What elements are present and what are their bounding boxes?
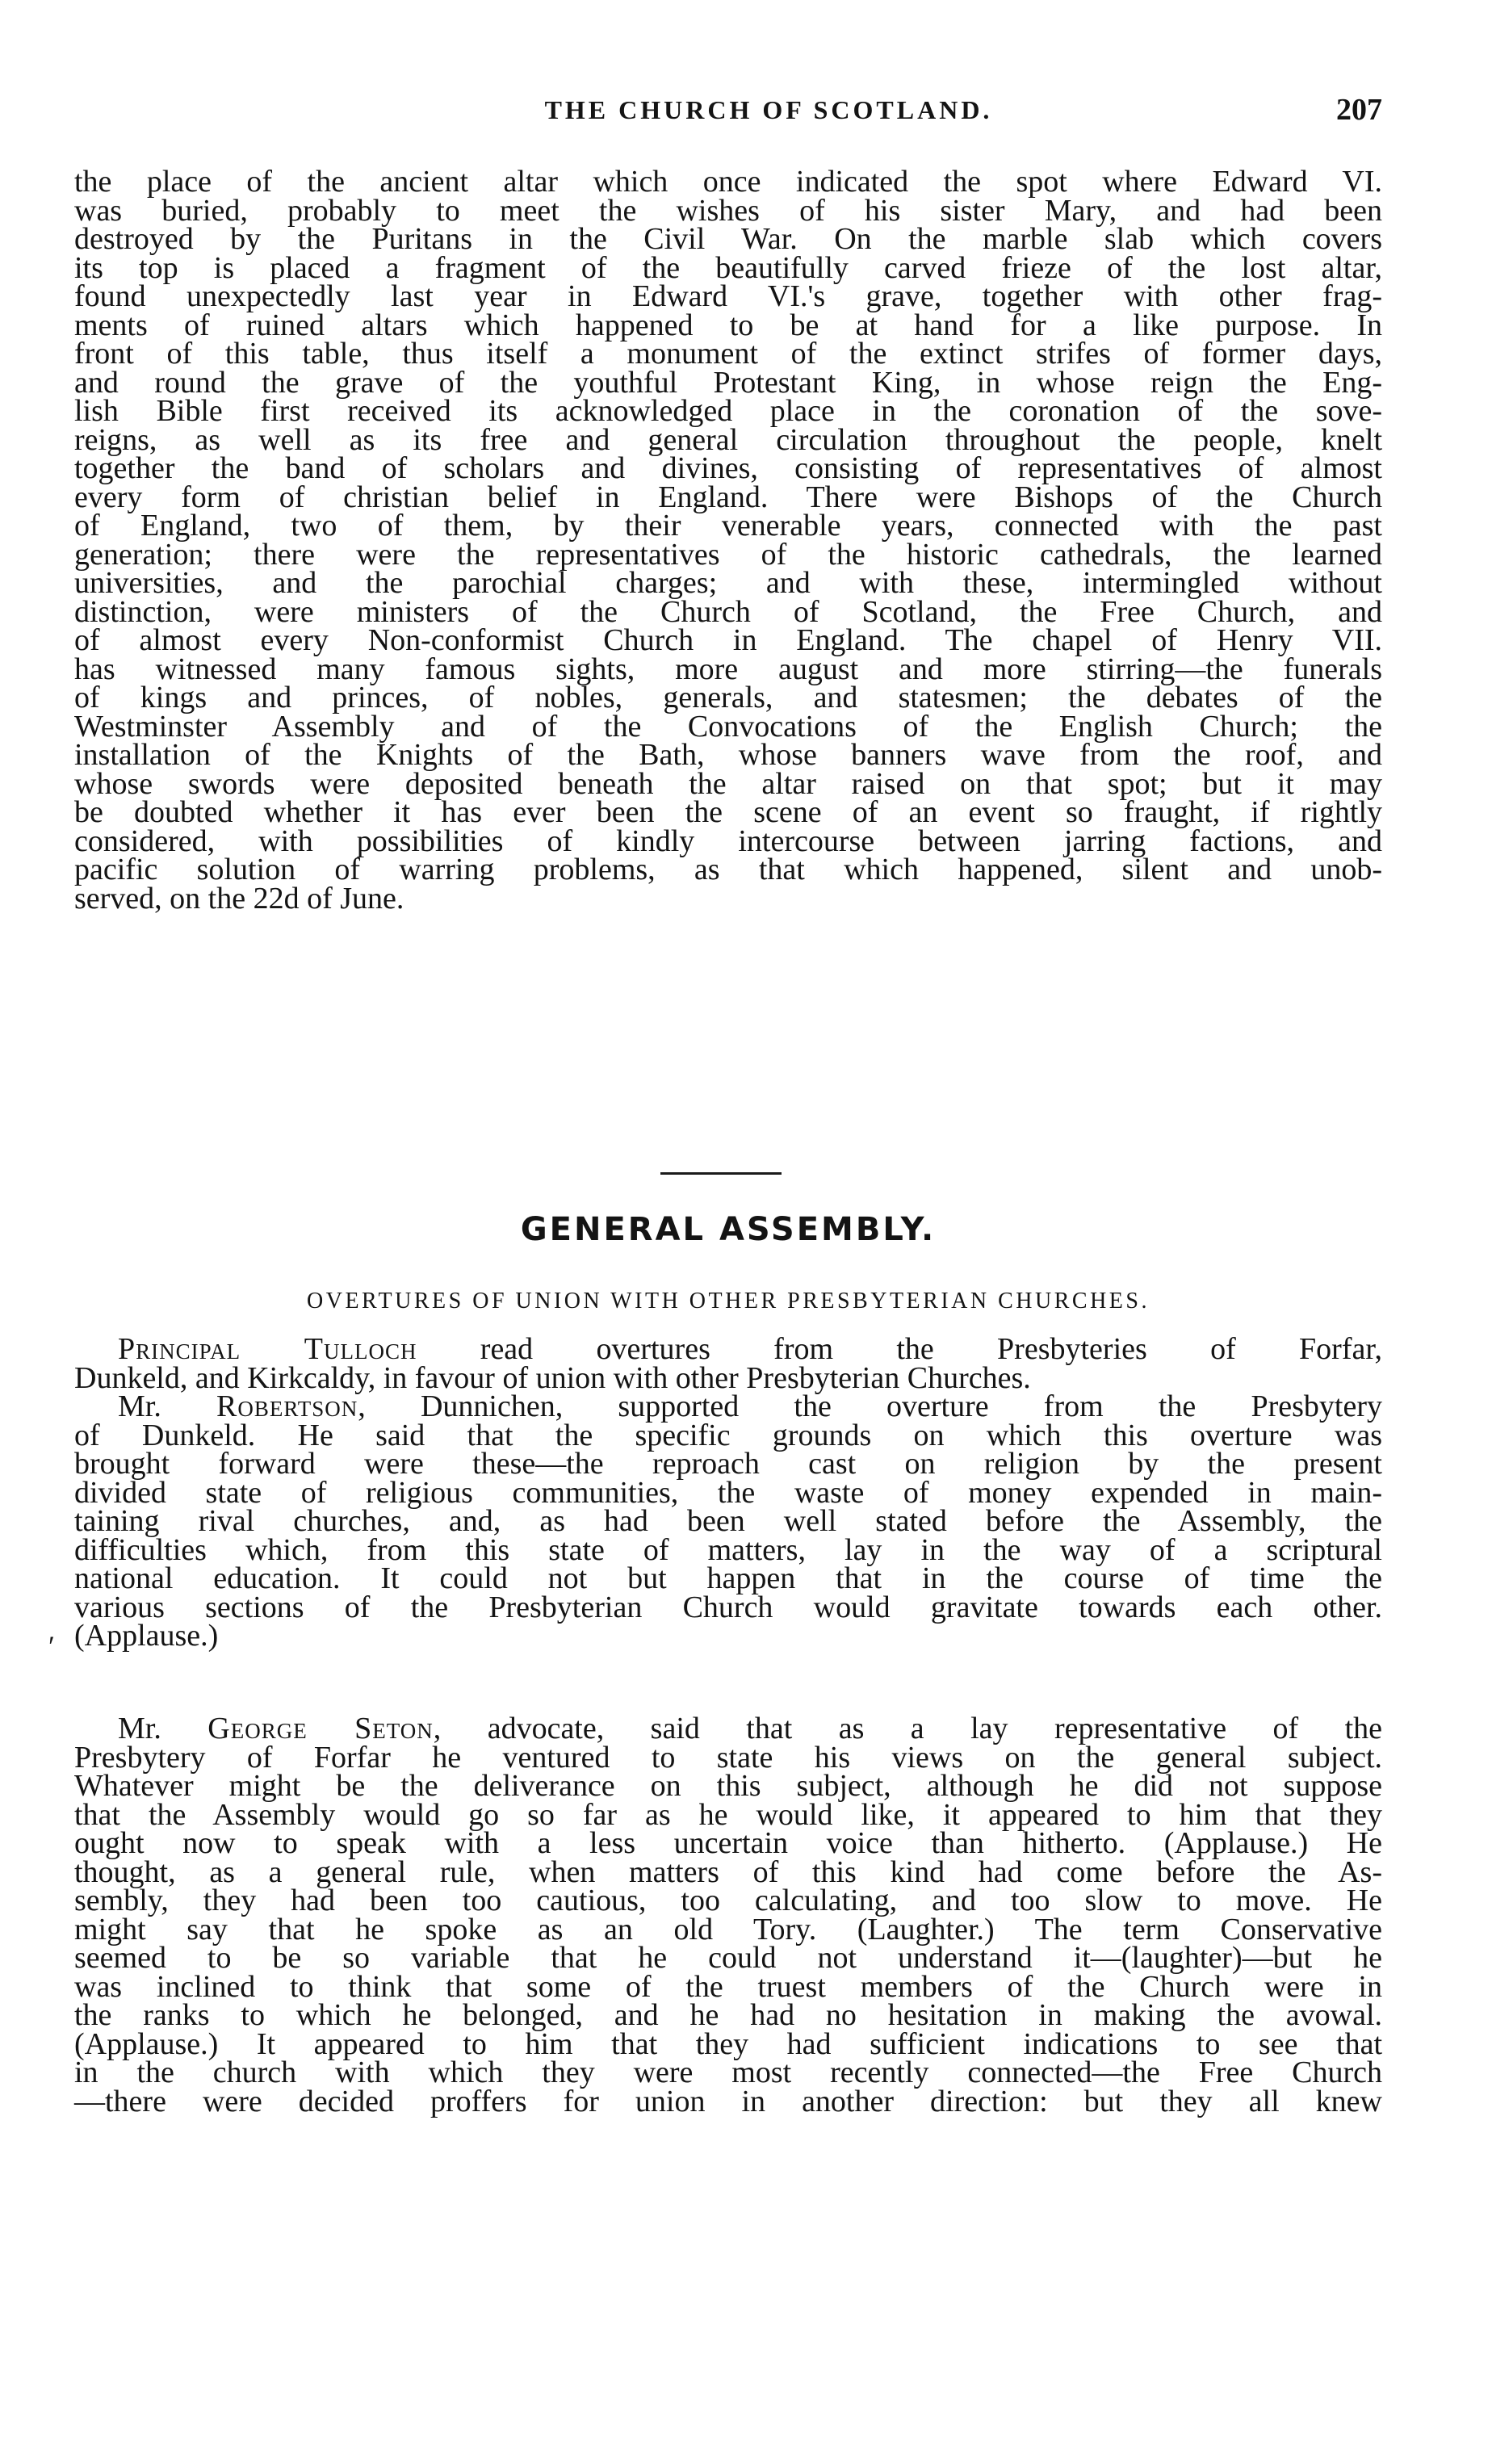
text-line: of Dunkeld. He said that the specific grounds on which this overture was bbox=[74, 1418, 1382, 1452]
text-line: has witnessed many famous sights, more august and more stirring—the funerals bbox=[74, 652, 1382, 686]
paragraph-robertson-first-line bbox=[74, 1389, 1382, 1423]
text-line: served, on the 22d of June. bbox=[74, 881, 404, 916]
text-line: be doubted whether it has ever been the scene of an event so fraught, if rightly bbox=[74, 795, 1382, 829]
paragraph-seton-first-line bbox=[74, 1712, 1382, 1745]
text-line: was inclined to think that some of the truest members of the Church were in bbox=[74, 1969, 1382, 2004]
text-line: pacific solution of warring problems, as that which happened, silent and unob- bbox=[74, 853, 1382, 886]
text-line: whose swords were deposited beneath the altar raised on that spot; but it may bbox=[74, 766, 1382, 801]
page-number: 207 bbox=[1336, 93, 1382, 127]
speaker-prefix: Mr. bbox=[118, 1389, 217, 1423]
text-line: divided state of religious communities, the waste of money expended in main- bbox=[74, 1475, 1382, 1510]
text-line: the place of the ancient altar which once indicated the spot where Edward VI. bbox=[74, 165, 1382, 199]
text-line: various sections of the Presbyterian Church would gravitate towards each other. bbox=[74, 1590, 1382, 1624]
section-divider bbox=[660, 1172, 782, 1175]
text-line: and round the grave of the youthful Protestant King, in whose reign the Eng- bbox=[74, 365, 1382, 400]
text-line: difficulties which, from this state of matters, lay in the way of a scriptural bbox=[74, 1532, 1382, 1567]
speaker-name: George Seton bbox=[207, 1712, 434, 1745]
speeches bbox=[74, 1332, 1382, 1653]
text-line: destroyed by the Puritans in the Civil War. On the marble slab which covers bbox=[74, 222, 1382, 256]
text-line: of almost every Non-conformist Church in England. The chapel of Henry VII. bbox=[74, 623, 1382, 657]
text-line: installation of the Knights of the Bath, whose banners wave from the roof, and bbox=[74, 738, 1382, 772]
text-line: seemed to be so variable that he could not understand it—(laughter)—but he bbox=[74, 1941, 1382, 1975]
text-line: that the Assembly would go so far as he would like, it appeared to him that they bbox=[74, 1797, 1382, 1832]
text-line: Presbytery of Forfar he ventured to state his views on the general subject. bbox=[74, 1740, 1382, 1775]
text-line: was buried, probably to meet the wishes of his sister Mary, and had been bbox=[74, 193, 1382, 228]
text-line: (Applause.) bbox=[74, 1619, 219, 1653]
text-line: generation; there were the representatives of the historic cathedrals, the learned bbox=[74, 537, 1382, 572]
line-text: , advocate, said that as a lay representative of the bbox=[433, 1712, 1382, 1745]
text-line: the ranks to which he belonged, and he had no hesitation in making the avowal. bbox=[74, 1998, 1382, 2032]
section-subheading: OVERTURES OF UNION WITH OTHER PRESBYTERIAN CHURCHES. bbox=[307, 1289, 1150, 1314]
text-line: of kings and princes, of nobles, generals, and statesmen; the debates of the bbox=[74, 681, 1382, 714]
line-text: read overtures from the Presbyteries of Forfar, bbox=[417, 1332, 1382, 1366]
text-line: lish Bible first received its acknowledged place in the coronation of the sove- bbox=[74, 394, 1382, 428]
line-text: , Dunnichen, supported the overture from the Presbytery bbox=[358, 1389, 1382, 1423]
paragraph-seton bbox=[74, 1712, 1382, 2118]
text-line: brought forward were these—the reproach cast on religion by the present bbox=[74, 1447, 1382, 1481]
text-line: its top is placed a fragment of the beautifully carved frieze of the lost altar, bbox=[74, 250, 1382, 285]
text-line: —there were decided proffers for union in another direction: but they all knew bbox=[74, 2084, 1382, 2118]
text-line: front of this table, thus itself a monument of the extinct strifes of former days, bbox=[74, 337, 1382, 371]
text-line: Whatever might be the deliverance on this subject, although he did not suppose bbox=[74, 1769, 1382, 1803]
speaker-prefix: Mr. bbox=[118, 1712, 208, 1745]
text-line: ought now to speak with a less uncertain voice than hitherto. (Applause.) He bbox=[74, 1826, 1382, 1860]
text-line: of England, two of them, by their venerable years, connected with the past bbox=[74, 509, 1382, 543]
text-line: reigns, as well as its free and general circulation throughout the people, knelt bbox=[74, 422, 1382, 457]
text-line: in the church with which they were most recently connected—the Free Church bbox=[74, 2055, 1382, 2089]
text-line: considered, with possibilities of kindly intercourse between jarring factions, and bbox=[74, 823, 1382, 858]
speaker-name: Robertson bbox=[216, 1389, 358, 1423]
text-line: distinction, were ministers of the Church of Scotland, the Free Church, and bbox=[74, 594, 1382, 629]
text-line: thought, as a general rule, when matters of this kind had come before the As- bbox=[74, 1854, 1382, 1889]
text-line: national education. It could not but happen that in the course of time the bbox=[74, 1561, 1382, 1595]
speaker-name: Principal Tulloch bbox=[118, 1332, 417, 1366]
margin-mark: ′ bbox=[48, 1630, 55, 1662]
text-line: ments of ruined altars which happened to be at hand for a like purpose. In bbox=[74, 308, 1382, 342]
running-head-title: THE CHURCH OF SCOTLAND. bbox=[544, 95, 993, 124]
paragraph-tulloch-first-line bbox=[74, 1332, 1382, 1366]
section-heading: GENERAL ASSEMBLY. bbox=[520, 1211, 937, 1248]
text-line: sembly, they had been too cautious, too calculating, and too slow to move. He bbox=[74, 1884, 1382, 1917]
text-line: together the band of scholars and divines, consisting of representatives of almost bbox=[74, 451, 1382, 485]
intro-paragraph bbox=[74, 165, 1382, 916]
text-line: might say that he spoke as an old Tory. (Laughter.) The term Conservative bbox=[74, 1912, 1382, 1946]
text-line: found unexpectedly last year in Edward VI.'s grave, together with other frag- bbox=[74, 279, 1382, 313]
text-line: taining rival churches, and, as had been well stated before the Assembly, the bbox=[74, 1504, 1382, 1538]
text-line: (Applause.) It appeared to him that they had sufficient indications to see that bbox=[74, 2026, 1382, 2061]
text-line: Dunkeld, and Kirkcaldy, in favour of union with other Presbyterian Churches. bbox=[74, 1360, 1031, 1395]
text-line: Westminster Assembly and of the Convocations of the English Church; the bbox=[74, 709, 1382, 744]
text-line: every form of christian belief in England. There were Bishops of the Church bbox=[74, 480, 1382, 514]
text-line: universities, and the parochial charges; and with these, intermingled without bbox=[74, 566, 1382, 600]
running-head bbox=[74, 95, 1382, 136]
